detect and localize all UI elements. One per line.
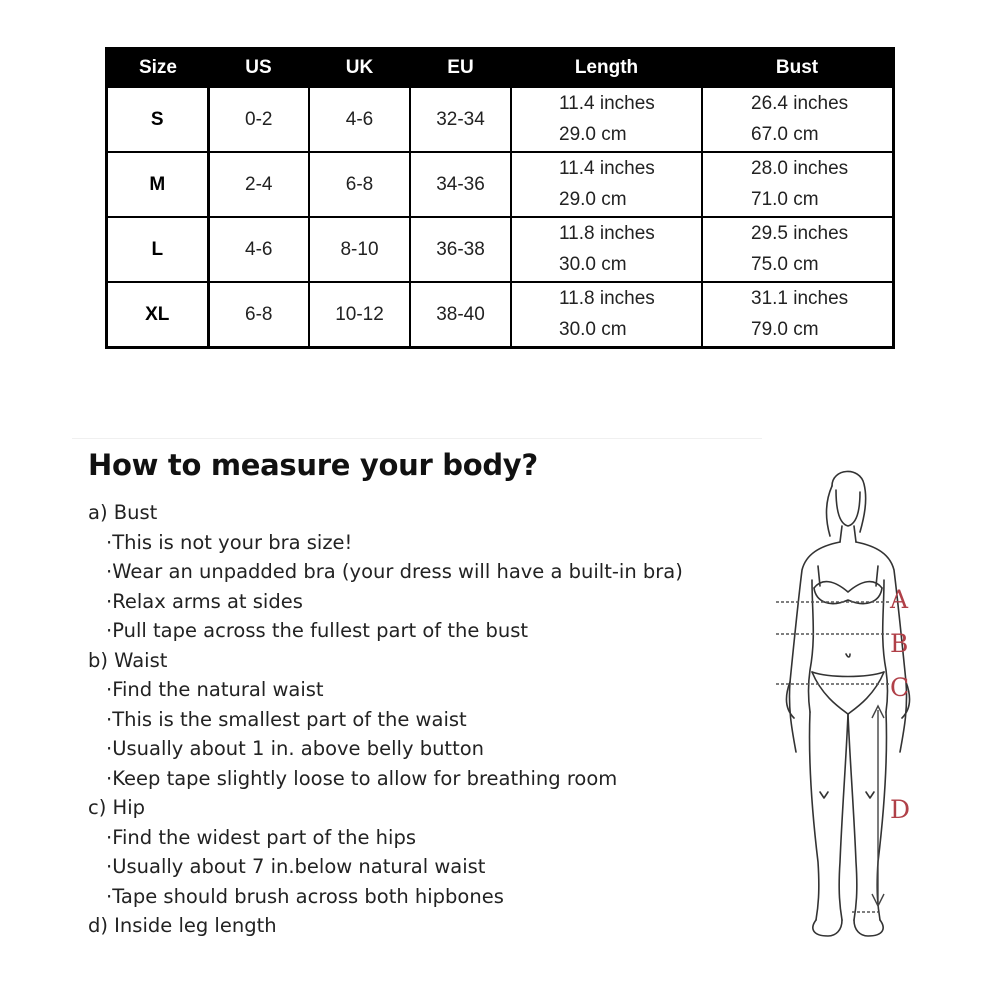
size-cell: M [107,152,209,217]
label-d: D [890,795,911,824]
length-cell [511,282,702,348]
bust-values [703,218,892,281]
bust-cm-value: 79.0 cm [751,319,819,341]
length-cm-value: 29.0 cm [559,189,627,211]
eu-size-cell: 38-40 [410,282,511,348]
bust-values [703,153,892,216]
size-cell: L [107,217,209,282]
measurement-guide [88,498,748,941]
label-a: A [890,585,909,614]
guide-section-heading: a) Bust [88,501,158,524]
body-outline-illustration [760,462,980,944]
guide-tip: ·Usually about 7 in.below natural waist [106,855,486,878]
guide-tip: ·Usually about 1 in. above belly button [106,737,485,760]
us-size-cell: 0-2 [208,87,309,152]
guide-tip: ·Pull tape across the fullest part of the bust [106,619,529,642]
label-b: B [890,629,909,658]
length-cell [511,152,702,217]
length-in-value: 11.4 inches [559,92,655,114]
length-cell [511,87,702,152]
guide-tip: ·Keep tape slightly loose to allow for breathing room [106,766,618,790]
guide-tip: ·Tape should brush across both hipbones [106,884,504,908]
us-size-cell: 4-6 [208,217,309,282]
header-uk: UK [309,49,410,88]
length-values [512,88,701,151]
size-chart-table [105,47,895,349]
guide-divider [72,438,762,439]
eu-size-cell: 34-36 [410,152,511,217]
header-size: Size [107,49,209,88]
length-values [512,153,701,216]
header-bust: Bust [702,49,894,88]
size-chart-header-row [107,49,894,88]
header-us: US [208,49,309,88]
guide-tip: ·This is not your bra size! [106,530,353,554]
us-size-cell: 6-8 [208,282,309,348]
size-row-s [107,87,894,152]
eu-size-cell: 32-34 [410,87,511,152]
guide-tip: ·Find the widest part of the hips [106,825,416,849]
length-in-value: 11.8 inches [559,222,655,244]
length-cm-value: 30.0 cm [559,319,627,341]
length-cell [511,217,702,282]
uk-size-cell: 6-8 [309,152,410,217]
bust-values [703,88,892,151]
uk-size-cell: 4-6 [309,87,410,152]
bust-cell [702,282,894,348]
guide-section [88,646,748,794]
guide-section [88,498,748,646]
size-cell: S [107,87,209,152]
bust-cm-value: 75.0 cm [751,254,819,276]
length-cm-value: 30.0 cm [559,254,627,276]
bust-in-value: 29.5 inches [751,222,849,244]
bust-cm-value: 67.0 cm [751,124,819,146]
guide-tip: ·Wear an unpadded bra (your dress will have a built-in bra) [106,560,683,583]
size-row-m [107,152,894,217]
guide-tip: ·This is the smallest part of the waist [106,707,467,731]
bust-cell [702,87,894,152]
eu-size-cell: 36-38 [410,217,511,282]
bust-cell [702,152,894,217]
length-in-value: 11.4 inches [559,157,655,179]
size-cell: XL [107,282,209,348]
guide-tip: ·Find the natural waist [106,678,324,701]
guide-section-heading: b) Waist [88,648,168,672]
header-length: Length [511,49,702,88]
bust-in-value: 31.1 inches [751,287,849,309]
guide-section-heading: c) Hip [88,796,145,819]
guide-section [88,793,748,911]
bust-in-value: 26.4 inches [751,92,849,114]
size-row-l [107,217,894,282]
guide-section-heading: d) Inside leg length [88,914,277,937]
length-values [512,283,701,346]
body-measurement-figure [760,462,980,944]
bust-in-value: 28.0 inches [751,157,849,179]
bust-cm-value: 71.0 cm [751,189,819,211]
guide-section [88,911,748,941]
size-row-xl [107,282,894,348]
length-values [512,218,701,281]
guide-tip: ·Relax arms at sides [106,589,303,613]
header-eu: EU [410,49,511,88]
uk-size-cell: 10-12 [309,282,410,348]
label-c: C [890,673,910,702]
bust-cell [702,217,894,282]
us-size-cell: 2-4 [208,152,309,217]
bust-values [703,283,892,346]
length-cm-value: 29.0 cm [559,124,627,146]
uk-size-cell: 8-10 [309,217,410,282]
guide-title: How to measure your body? [88,448,538,482]
length-in-value: 11.8 inches [559,287,655,309]
